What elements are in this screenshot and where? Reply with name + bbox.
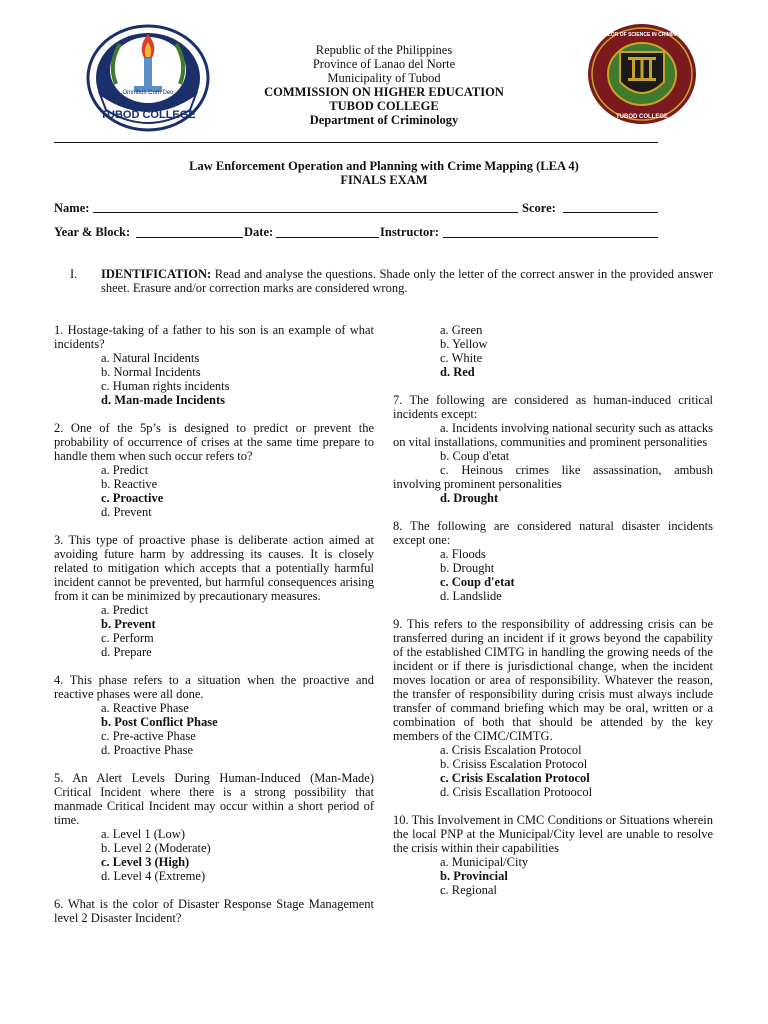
option-b[interactable]: b. Coup d'etat [440,449,510,463]
header-commission: COMMISSION ON HIGHER EDUCATION [264,85,504,99]
question-1 [54,323,374,407]
question-6-options [393,323,713,379]
option-b[interactable]: b. Prevent [101,617,156,631]
score-field[interactable] [563,200,658,213]
header-municipality: Municipality of Tubod [327,71,441,85]
header-republic: Republic of the Philippines [315,43,453,57]
option-c[interactable]: c. Heinous crimes like assassination, ambush involving prominent personalities [393,463,713,491]
question-7 [393,393,713,505]
question-text: 9. This refers to the responsibility of addressing crisis can be transferred during an incident if it grows beyond the capability of the established CIMTG in handling the growing needs of the incident or if there is jurisdictional change, when the incident moves location or area of responsibility. Whatever the reason, the transfer of responsibility during crisis must always include transfer of command briefing which may be oral, written or a combination of both that should be attended by the key members of the CIMC/CIMTG. [393,617,713,743]
option-c[interactable]: c. Human rights incidents [101,379,230,393]
year-block-label: Year & Block: [54,225,131,239]
option-d[interactable]: d. Red [440,365,475,379]
question-text: 2. One of the 5p’s is designed to predict or prevent the probability of occurrence of crises at the same time prepare to handle them when such occur refers to? [54,421,374,463]
exam-title [54,159,714,187]
logo-motto: Omnibus Cum Deo [122,90,174,96]
option-d[interactable]: d. Man-made Incidents [101,393,225,407]
option-d[interactable]: d. Landslide [440,589,502,603]
option-d[interactable]: d. Proactive Phase [101,743,193,757]
header-college: TUBOD COLLEGE [329,99,439,113]
option-c[interactable]: c. Crisis Escalation Protocol [440,771,590,785]
name-label: Name: [54,201,90,215]
question-text: 7. The following are considered as human-induced critical incidents except: [393,393,713,421]
option-a[interactable]: a. Predict [101,603,149,617]
option-a[interactable]: a. Reactive Phase [101,701,189,715]
option-b[interactable]: b. Reactive [101,477,158,491]
option-a[interactable]: a. Green [440,323,483,337]
option-c[interactable]: c. Pre-active Phase [101,729,196,743]
question-text: 6. What is the color of Disaster Response Stage Management level 2 Disaster Incident? [54,897,374,925]
logo-college-name-right: TUBOD COLLEGE [616,114,668,120]
question-text: 10. This Involvement in CMC Conditions or Situations wherein the local PNP at the Municipal/City level are unable to resolve the crisis within their capabilities [393,813,713,855]
criminology-logo [586,22,698,126]
option-c[interactable]: c. Level 3 (High) [101,855,190,869]
option-b[interactable]: b. Provincial [440,869,508,883]
option-c[interactable]: c. Coup d'etat [440,575,515,589]
year-block-field[interactable] [136,225,243,238]
option-d[interactable]: d. Level 4 (Extreme) [101,869,206,883]
option-d[interactable]: d. Drought [440,491,499,505]
date-field[interactable] [276,225,379,238]
option-a[interactable]: a. Natural Incidents [101,351,200,365]
header-divider [54,142,658,143]
question-3 [54,533,374,659]
option-b[interactable]: b. Level 2 (Moderate) [101,841,211,855]
option-a[interactable]: a. Floods [440,547,486,561]
option-b[interactable]: b. Drought [440,561,495,575]
option-c[interactable]: c. Regional [440,883,497,897]
logo-college-name: TUBOD COLLEGE [100,109,196,121]
option-b[interactable]: b. Post Conflict Phase [101,715,218,729]
name-field[interactable] [93,200,518,213]
exam-type: FINALS EXAM [340,173,428,187]
logo-program-name: BACHELOR OF SCIENCE IN CRIMINOLOGY [590,32,694,38]
option-b[interactable]: b. Yellow [440,337,488,351]
question-8 [393,519,713,603]
question-5 [54,771,374,883]
question-6 [54,897,374,925]
question-text: 3. This type of proactive phase is deliberate action aimed at avoiding future harm by addressing its causes. It is closely related to mitigation which accepts that a potentially harmful incident cannot be prevented, but harmful consequences arising from it can be minimized by precautionary measures. [54,533,374,603]
questions-right-column [393,323,713,911]
option-a[interactable]: a. Predict [101,463,149,477]
section-instructions [101,267,713,295]
option-c[interactable]: c. Perform [101,631,154,645]
question-2 [54,421,374,519]
option-a[interactable]: a. Crisis Escalation Protocol [440,743,582,757]
header-province: Province of Lanao del Norte [312,57,456,71]
question-text: 1. Hostage-taking of a father to his son is an example of what incidents? [54,323,374,351]
section-number: I. [70,267,78,281]
option-a[interactable]: a. Level 1 (Low) [101,827,185,841]
score-label: Score: [522,201,556,215]
section-title: IDENTIFICATION: [101,267,212,281]
header-department: Department of Criminology [309,113,459,127]
option-a[interactable]: a. Incidents involving national security such as attacks on vital installations, communities and prominent personalities [393,421,713,449]
section-instruction-text: Read and analyse the questions. Shade only the letter of the correct answer in the provided answer sheet. Erasure and/or correction marks are considered wrong. [101,267,713,295]
question-9 [393,617,713,799]
questions-left-column [54,323,374,939]
option-c[interactable]: c. Proactive [101,491,164,505]
question-text: 8. The following are considered natural disaster incidents except one: [393,519,713,547]
instructor-field[interactable] [443,225,658,238]
option-d[interactable]: d. Prevent [101,505,152,519]
tubod-college-logo [86,24,210,132]
letterhead [200,43,568,127]
instructor-label: Instructor: [380,225,440,239]
course-title: Law Enforcement Operation and Planning with Crime Mapping (LEA 4) [189,159,579,173]
option-b[interactable]: b. Normal Incidents [101,365,201,379]
option-c[interactable]: c. White [440,351,483,365]
option-d[interactable]: d. Crisis Escallation Protoocol [440,785,593,799]
option-b[interactable]: b. Crisiss Escalation Protocol [440,757,588,771]
question-text: 5. An Alert Levels During Human-Induced (Man-Made) Critical Incident where there is a strong possibility that manmade Critical Incident may occur within a short period of time. [54,771,374,827]
date-label: Date: [244,225,274,239]
option-d[interactable]: d. Prepare [101,645,152,659]
question-text: 4. This phase refers to a situation when the proactive and reactive phases were all done. [54,673,374,701]
option-a[interactable]: a. Municipal/City [440,855,529,869]
question-4 [54,673,374,757]
question-10 [393,813,713,897]
